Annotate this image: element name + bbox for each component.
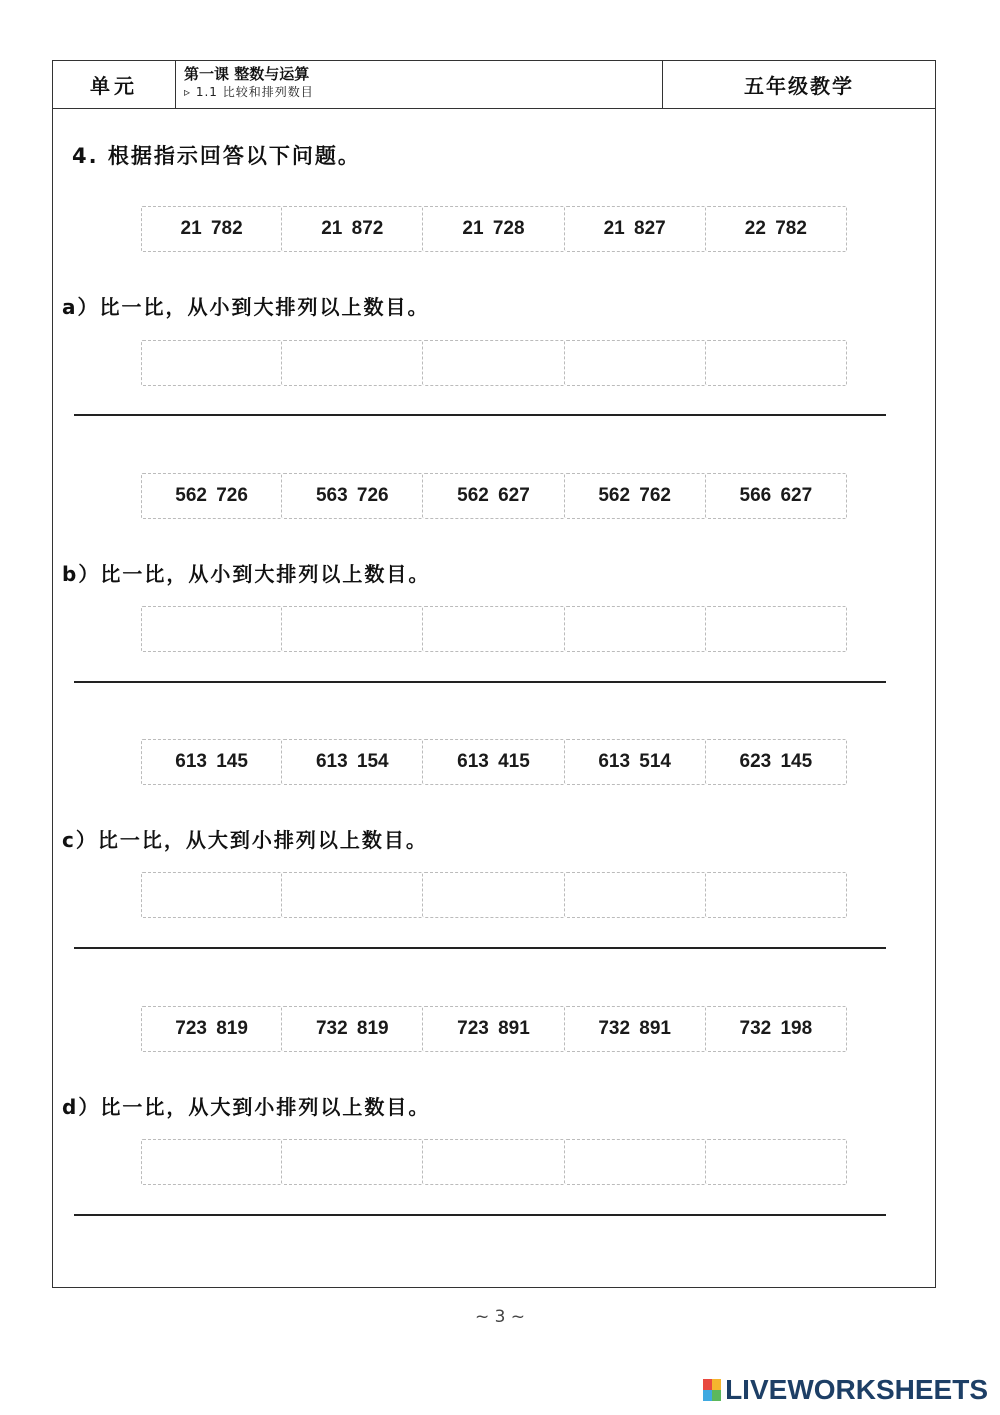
instruction-d: d）比一比，从大到小排列以上数目。 <box>62 1095 431 1119</box>
number-row-b <box>141 473 847 519</box>
number-box: 21 728 <box>423 206 564 252</box>
unit-label: 单元 <box>53 61 176 108</box>
liveworksheets-logo <box>703 1374 988 1406</box>
answer-box[interactable] <box>706 872 847 918</box>
answer-row-b <box>141 606 847 652</box>
divider-line <box>74 414 886 416</box>
lesson-subtitle: ▹ 1.1 比较和排列数目 <box>184 85 314 99</box>
answer-row-a <box>141 340 847 386</box>
answer-box[interactable] <box>423 340 564 386</box>
answer-box[interactable] <box>282 340 423 386</box>
answer-box[interactable] <box>706 1139 847 1185</box>
lesson-cell <box>176 61 663 108</box>
number-box: 732 819 <box>282 1006 423 1052</box>
answer-box[interactable] <box>565 606 706 652</box>
number-box: 562 627 <box>423 473 564 519</box>
brand-text: LIVEWORKSHEETS <box>725 1374 988 1405</box>
number-box: 723 819 <box>141 1006 282 1052</box>
answer-row-d <box>141 1139 847 1185</box>
number-box: 613 415 <box>423 739 564 785</box>
answer-box[interactable] <box>141 1139 282 1185</box>
answer-box[interactable] <box>706 340 847 386</box>
answer-box[interactable] <box>141 606 282 652</box>
answer-box[interactable] <box>706 606 847 652</box>
number-box: 562 762 <box>565 473 706 519</box>
number-box: 623 145 <box>706 739 847 785</box>
answer-box[interactable] <box>282 872 423 918</box>
divider-line <box>74 947 886 949</box>
number-box: 613 145 <box>141 739 282 785</box>
lesson-title: 第一课 整数与运算 <box>184 65 310 83</box>
instruction-c: c）比一比，从大到小排列以上数目。 <box>62 828 428 852</box>
number-box: 732 891 <box>565 1006 706 1052</box>
answer-box[interactable] <box>282 1139 423 1185</box>
divider-line <box>74 1214 886 1216</box>
question-title: 4. 根据指示回答以下问题。 <box>72 144 361 168</box>
number-row-c <box>141 739 847 785</box>
number-box: 732 198 <box>706 1006 847 1052</box>
answer-box[interactable] <box>565 872 706 918</box>
number-row-d <box>141 1006 847 1052</box>
number-box: 21 827 <box>565 206 706 252</box>
number-box: 562 726 <box>141 473 282 519</box>
grade-label: 五年级教学 <box>744 74 854 98</box>
answer-row-c <box>141 872 847 918</box>
number-box: 613 514 <box>565 739 706 785</box>
answer-box[interactable] <box>141 340 282 386</box>
number-box: 21 782 <box>141 206 282 252</box>
answer-box[interactable] <box>423 606 564 652</box>
header-table <box>52 60 936 109</box>
answer-box[interactable] <box>565 340 706 386</box>
divider-line <box>74 681 886 683</box>
page-number: ~ 3 ~ <box>474 1307 526 1327</box>
answer-box[interactable] <box>423 1139 564 1185</box>
answer-box[interactable] <box>565 1139 706 1185</box>
number-box: 723 891 <box>423 1006 564 1052</box>
number-box: 563 726 <box>282 473 423 519</box>
answer-box[interactable] <box>423 872 564 918</box>
answer-box[interactable] <box>282 606 423 652</box>
number-row-a <box>141 206 847 252</box>
number-box: 21 872 <box>282 206 423 252</box>
number-box: 566 627 <box>706 473 847 519</box>
number-box: 613 154 <box>282 739 423 785</box>
instruction-a: a）比一比，从小到大排列以上数目。 <box>62 295 430 319</box>
logo-icon <box>703 1379 721 1401</box>
number-box: 22 782 <box>706 206 847 252</box>
answer-box[interactable] <box>141 872 282 918</box>
instruction-b: b）比一比，从小到大排列以上数目。 <box>62 562 431 586</box>
